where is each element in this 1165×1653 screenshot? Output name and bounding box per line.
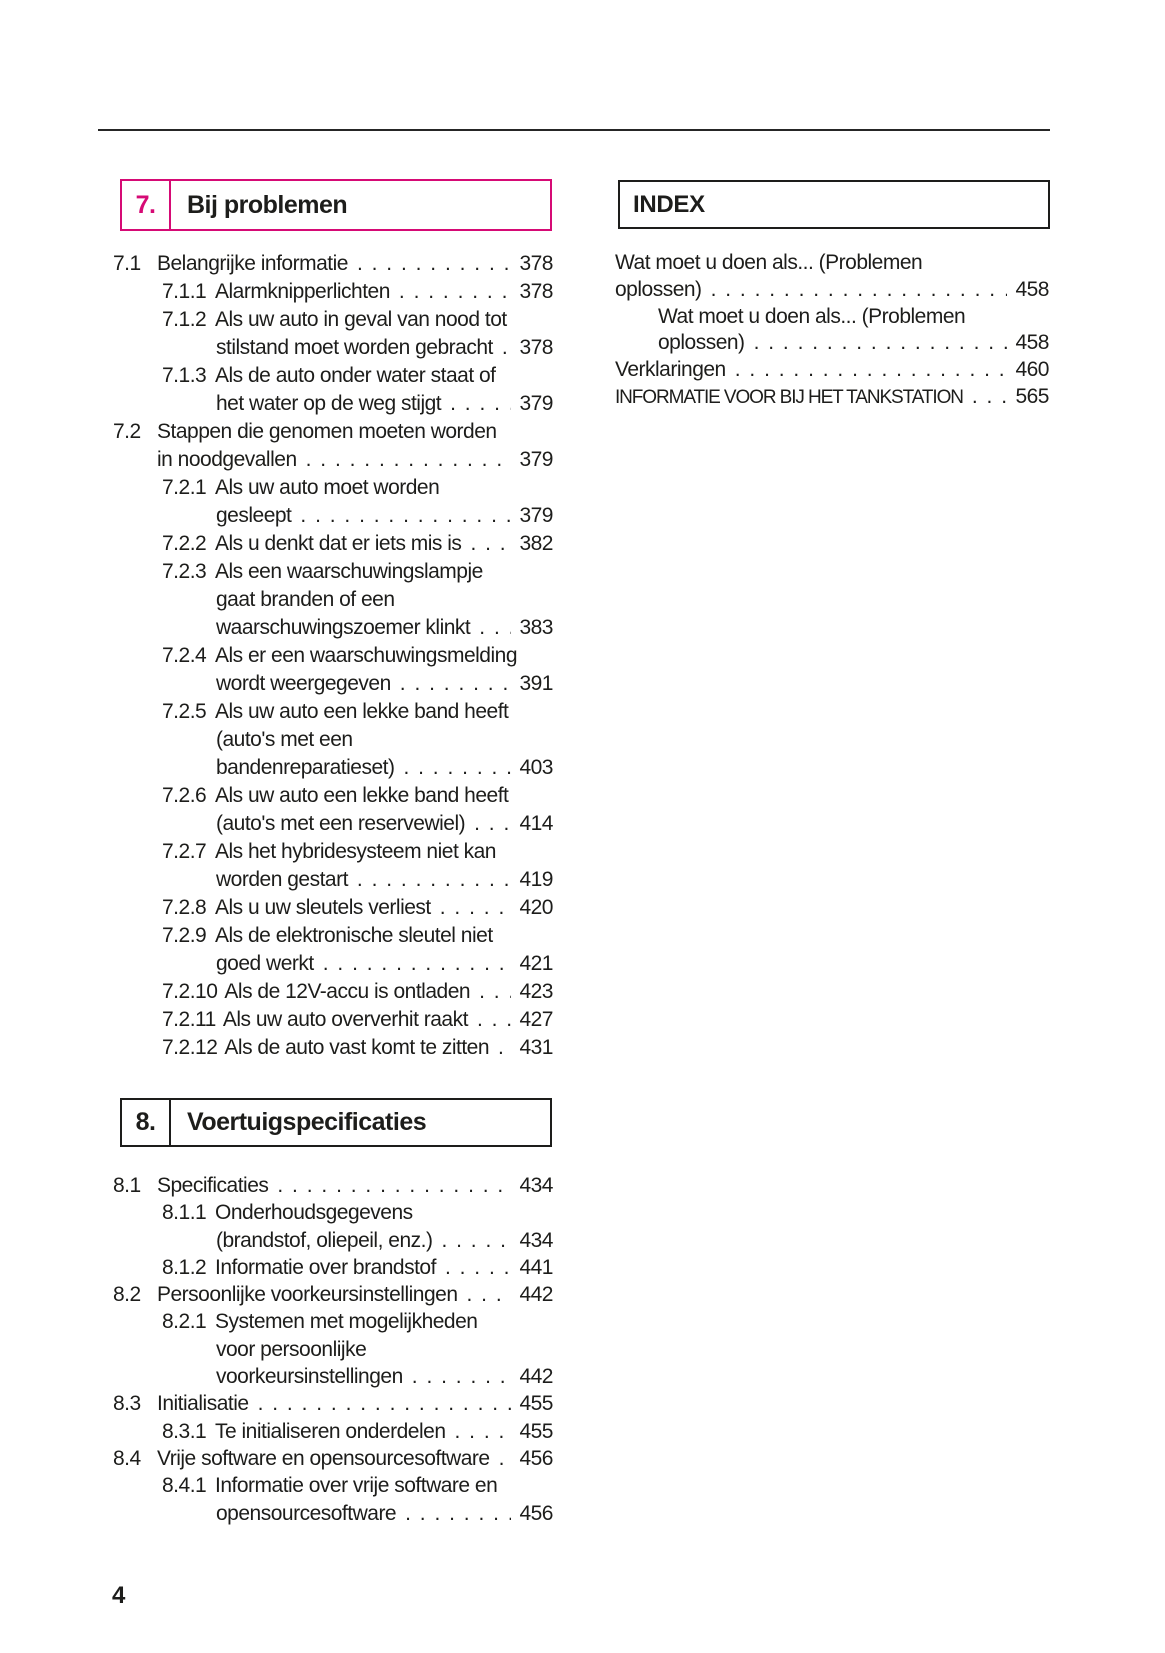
- entry-text: Als uw auto een lekke band heeft: [215, 784, 509, 807]
- toc-entry: [113, 558, 553, 642]
- toc-line: [113, 1227, 553, 1254]
- toc-line: [113, 1006, 553, 1034]
- toc-line: [113, 642, 553, 670]
- toc-entry: [113, 1445, 553, 1472]
- entry-text: Als de auto onder water staat of: [215, 364, 496, 387]
- entry-text: Wat moet u doen als... (Problemen: [615, 251, 923, 274]
- entry-text: (auto's met een: [216, 728, 353, 751]
- toc-line: [615, 250, 1049, 277]
- index-box: [618, 180, 1050, 229]
- section-number: 8.2: [113, 1283, 141, 1307]
- section-number: 7.2.2: [162, 532, 207, 555]
- entry-text: Initialisatie: [157, 1392, 249, 1416]
- section-number: 7.2.12: [162, 1036, 218, 1059]
- entry-text: Als uw auto moet worden: [215, 476, 440, 499]
- toc-line: [113, 698, 553, 726]
- page-footer-number: 4: [112, 1582, 125, 1609]
- toc-line: [615, 330, 1049, 357]
- entry-text: Als uw auto in geval van nood tot: [215, 308, 507, 331]
- chapter-8-toc: [113, 1172, 553, 1527]
- toc-line: [113, 614, 553, 642]
- toc-line: [113, 782, 553, 810]
- section-number: 7.2.9: [162, 924, 207, 947]
- entry-text: Verklaringen: [615, 358, 726, 382]
- section-number: 7.2.11: [162, 1008, 216, 1031]
- page-number: 460: [1015, 358, 1049, 382]
- page-number: 420: [519, 896, 553, 919]
- toc-entry: [113, 782, 553, 838]
- entry-text: Als uw auto oververhit raakt: [222, 1008, 468, 1031]
- toc-line: [113, 922, 553, 950]
- section-number: 8.1.1: [162, 1201, 207, 1225]
- section-number: 7.2.10: [162, 980, 218, 1003]
- toc-line: [113, 306, 553, 334]
- entry-text: wordt weergegeven: [216, 672, 391, 695]
- page-number: 456: [519, 1446, 553, 1470]
- section-number: 7.2.5: [162, 700, 207, 723]
- entry-text: Als de 12V-accu is ontladen: [224, 980, 471, 1003]
- dot-leader: [399, 278, 512, 306]
- toc-line: [113, 726, 553, 754]
- toc-line: [113, 670, 553, 698]
- page-number: 455: [519, 1392, 553, 1416]
- section-number: 8.3: [113, 1392, 141, 1416]
- toc-line: [113, 362, 553, 390]
- toc-line: [113, 586, 553, 614]
- entry-text: Stappen die genomen moeten worden: [157, 420, 497, 443]
- chapter-8-number: 8.: [122, 1100, 171, 1145]
- dot-leader: [455, 1418, 512, 1445]
- section-number: 7.2.1: [162, 476, 207, 499]
- index-toc: [615, 250, 1049, 411]
- toc-entry: [113, 1254, 553, 1281]
- section-number: 7.2.6: [162, 784, 207, 807]
- toc-line: [113, 390, 553, 418]
- page-number: 427: [519, 1008, 553, 1031]
- page-number: 382: [519, 532, 553, 555]
- entry-text: (auto's met een reservewiel): [216, 812, 466, 835]
- page-number: 378: [519, 280, 553, 303]
- toc-entry: [113, 922, 553, 978]
- entry-text: oplossen): [615, 277, 702, 301]
- page-top-rule: [98, 129, 1050, 131]
- dot-leader: [477, 1006, 512, 1034]
- toc-entry: [113, 278, 553, 306]
- entry-text: Als het hybridesysteem niet kan: [215, 840, 496, 863]
- dot-leader: [735, 357, 1008, 384]
- toc-line: [113, 502, 553, 530]
- toc-line: [113, 530, 553, 558]
- page-number: 456: [519, 1501, 553, 1525]
- section-number: 7.2.8: [162, 896, 207, 919]
- toc-line: [113, 838, 553, 866]
- section-number: 8.3.1: [162, 1419, 207, 1443]
- section-number: 8.2.1: [162, 1310, 207, 1334]
- toc-entry: [113, 978, 553, 1006]
- entry-text: Wat moet u doen als... (Problemen: [658, 304, 966, 328]
- toc-entry: [113, 1472, 553, 1527]
- chapter-7-toc: [113, 250, 553, 1062]
- toc-line: [113, 1472, 553, 1499]
- page-number: 378: [519, 336, 553, 359]
- entry-text: goed werkt: [216, 952, 314, 975]
- entry-text: gesleept: [216, 504, 292, 527]
- entry-text: stilstand moet worden gebracht: [216, 336, 493, 359]
- entry-text: Te initialiseren onderdelen: [215, 1419, 446, 1443]
- toc-entry: [113, 1390, 553, 1417]
- toc-entry: [113, 1308, 553, 1390]
- section-number: 7.2.7: [162, 840, 207, 863]
- page-number: 442: [519, 1283, 553, 1307]
- entry-text: Als de elektronische sleutel niet: [215, 924, 493, 947]
- entry-text: Als de auto vast komt te zitten: [224, 1036, 490, 1059]
- section-number: 8.4: [113, 1446, 141, 1470]
- section-number: 7.2.4: [162, 644, 207, 667]
- toc-entry: [615, 357, 1049, 384]
- toc-line: [113, 1199, 553, 1226]
- dot-leader: [754, 330, 1008, 357]
- toc-entry: [113, 362, 553, 418]
- page-number: 383: [519, 616, 553, 639]
- toc-line: [113, 1336, 553, 1363]
- entry-text: Informatie over brandstof: [215, 1255, 436, 1279]
- dot-leader: [972, 384, 1008, 411]
- toc-line: [113, 1254, 553, 1281]
- page-number: 423: [519, 980, 553, 1003]
- entry-text: het water op de weg stijgt: [216, 392, 442, 415]
- entry-text: Systemen met mogelijkheden: [215, 1310, 478, 1334]
- chapter-7-title: Bij problemen: [187, 190, 348, 219]
- toc-line: [113, 278, 553, 306]
- entry-text: Als er een waarschuwingsmelding: [215, 644, 517, 667]
- toc-line: [113, 1034, 553, 1062]
- dot-leader: [498, 1034, 511, 1062]
- page-number: 379: [519, 392, 553, 415]
- dot-leader: [450, 390, 511, 418]
- toc-entry: [113, 1199, 553, 1254]
- section-number: 7.2: [113, 420, 141, 443]
- dot-leader: [445, 1254, 512, 1281]
- dot-leader: [357, 866, 512, 894]
- chapter-7-box: [120, 179, 552, 231]
- page-number: 565: [1015, 384, 1049, 408]
- entry-text: Als uw auto een lekke band heeft: [215, 700, 509, 723]
- page-number: 458: [1015, 331, 1049, 355]
- dot-leader: [400, 670, 512, 698]
- dot-leader: [502, 334, 512, 362]
- dot-leader: [306, 446, 512, 474]
- entry-text: waarschuwingszoemer klinkt: [216, 616, 471, 639]
- toc-line: [113, 1390, 553, 1417]
- entry-text: voor persoonlijke: [216, 1337, 367, 1361]
- dot-leader: [440, 894, 512, 922]
- toc-line: [113, 558, 553, 586]
- toc-entry: [113, 698, 553, 782]
- dot-leader: [711, 277, 1008, 304]
- dot-leader: [277, 1172, 511, 1199]
- toc-line: [113, 446, 553, 474]
- section-number: 7.1.1: [162, 280, 207, 303]
- page-number: 378: [519, 252, 553, 275]
- entry-text: gaat branden of een: [216, 588, 395, 611]
- page-number: 458: [1015, 277, 1049, 301]
- toc-entry: [113, 474, 553, 530]
- dot-leader: [479, 978, 511, 1006]
- page-number: 421: [519, 952, 553, 975]
- dot-leader: [441, 1227, 511, 1254]
- section-number: 7.1.3: [162, 364, 207, 387]
- dot-leader: [405, 1500, 511, 1527]
- entry-text: (brandstof, oliepeil, enz.): [216, 1228, 433, 1252]
- entry-text: oplossen): [658, 331, 745, 355]
- toc-entry: [113, 1418, 553, 1445]
- toc-entry: [113, 1006, 553, 1034]
- chapter-8-box: [120, 1098, 552, 1147]
- toc-entry: [113, 1172, 553, 1199]
- toc-line: [113, 950, 553, 978]
- toc-line: [615, 357, 1049, 384]
- toc-entry: [113, 838, 553, 894]
- page-number: 442: [519, 1365, 553, 1389]
- entry-text: in noodgevallen: [157, 448, 297, 471]
- toc-line: [113, 1172, 553, 1199]
- toc-entry: [113, 418, 553, 474]
- toc-line: [113, 1418, 553, 1445]
- dot-leader: [412, 1363, 512, 1390]
- toc-line: [113, 1500, 553, 1527]
- toc-line: [615, 384, 1049, 411]
- section-number: 7.1.2: [162, 308, 207, 331]
- entry-text: Specificaties: [157, 1174, 269, 1197]
- toc-entry: [113, 1034, 553, 1062]
- section-number: 8.1.2: [162, 1255, 207, 1279]
- entry-text: INFORMATIE VOOR BIJ HET TANKSTATION: [615, 386, 963, 408]
- entry-text: Als een waarschuwingslampje: [215, 560, 483, 583]
- page-number: 434: [519, 1228, 553, 1252]
- entry-text: bandenreparatieset): [216, 756, 395, 779]
- entry-text: Persoonlijke voorkeursinstellingen: [157, 1283, 458, 1307]
- dot-leader: [474, 810, 511, 838]
- entry-text: Als u uw sleutels verliest: [215, 896, 431, 919]
- dot-leader: [357, 250, 512, 278]
- dot-leader: [323, 950, 512, 978]
- page-number: 441: [519, 1255, 553, 1279]
- toc-line: [615, 304, 1049, 331]
- page-number: 391: [519, 672, 553, 695]
- entry-text: Alarmknipperlichten: [215, 280, 390, 303]
- toc-entry: [615, 304, 1049, 358]
- toc-line: [113, 866, 553, 894]
- chapter-8-title: Voertuigspecificaties: [187, 1108, 427, 1136]
- toc-entry: [615, 384, 1049, 411]
- section-number: 7.2.3: [162, 560, 207, 583]
- toc-line: [615, 277, 1049, 304]
- page-number: 434: [519, 1174, 553, 1197]
- toc-entry: [615, 250, 1049, 304]
- toc-line: [113, 474, 553, 502]
- chapter-7-number: 7.: [122, 181, 171, 229]
- section-number: 7.1: [113, 252, 141, 275]
- entry-text: voorkeursinstellingen: [216, 1365, 403, 1389]
- entry-text: Onderhoudsgegevens: [215, 1201, 413, 1225]
- dot-leader: [403, 754, 511, 782]
- entry-text: opensourcesoftware: [216, 1501, 397, 1525]
- toc-entry: [113, 894, 553, 922]
- toc-entry: [113, 1281, 553, 1308]
- page-number: 379: [519, 504, 553, 527]
- entry-text: Als u denkt dat er iets mis is: [215, 532, 462, 555]
- toc-entry: [113, 250, 553, 278]
- dot-leader: [499, 1445, 512, 1472]
- toc-entry: [113, 306, 553, 362]
- toc-line: [113, 418, 553, 446]
- section-number: 8.1: [113, 1174, 141, 1197]
- toc-line: [113, 894, 553, 922]
- entry-text: Informatie over vrije software en: [215, 1474, 498, 1498]
- toc-line: [113, 1363, 553, 1390]
- page-number: 419: [519, 868, 553, 891]
- toc-line: [113, 978, 553, 1006]
- toc-line: [113, 1281, 553, 1308]
- toc-line: [113, 250, 553, 278]
- toc-line: [113, 754, 553, 782]
- page-number: 455: [519, 1419, 553, 1443]
- dot-leader: [470, 530, 511, 558]
- dot-leader: [300, 502, 511, 530]
- dot-leader: [258, 1390, 512, 1417]
- toc-entry: [113, 642, 553, 698]
- entry-text: Belangrijke informatie: [157, 252, 348, 275]
- toc-line: [113, 1445, 553, 1472]
- entry-text: worden gestart: [216, 868, 348, 891]
- toc-entry: [113, 530, 553, 558]
- page-number: 379: [519, 448, 553, 471]
- page-number: 414: [519, 812, 553, 835]
- section-number: 8.4.1: [162, 1474, 207, 1498]
- toc-line: [113, 1308, 553, 1335]
- toc-line: [113, 810, 553, 838]
- toc-line: [113, 334, 553, 362]
- page-number: 431: [519, 1036, 553, 1059]
- dot-leader: [479, 614, 511, 642]
- page-number: 403: [519, 756, 553, 779]
- dot-leader: [467, 1281, 512, 1308]
- entry-text: Vrije software en opensourcesoftware: [157, 1446, 490, 1470]
- index-title: INDEX: [633, 190, 705, 218]
